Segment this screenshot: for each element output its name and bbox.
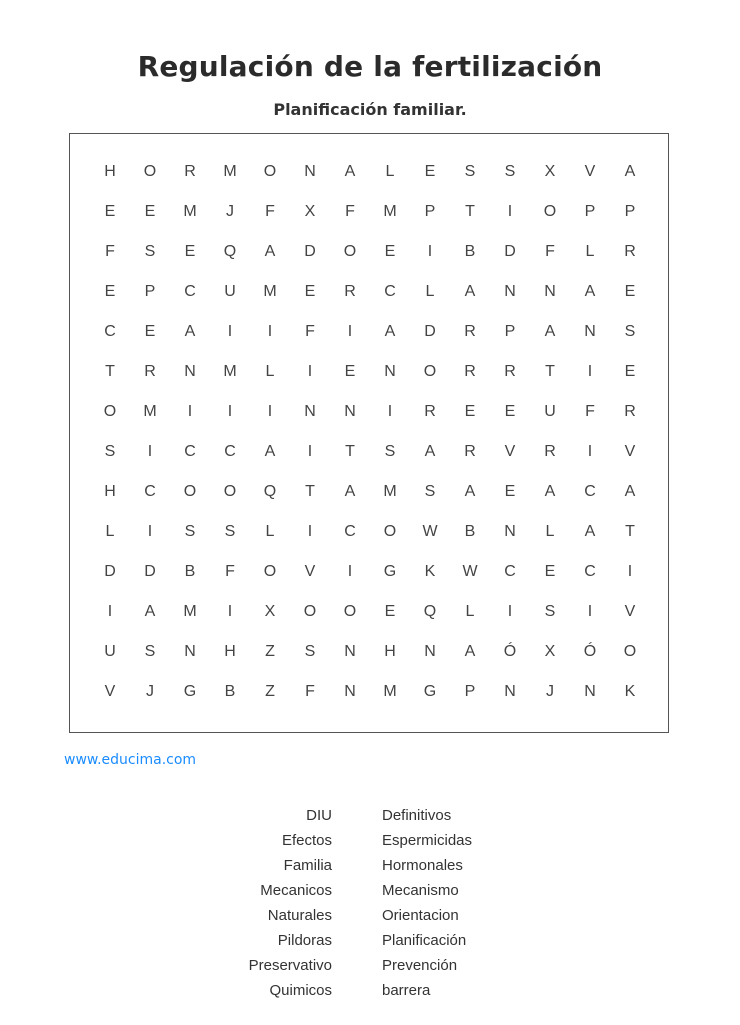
grid-cell[interactable]: R <box>464 363 476 380</box>
grid-cell[interactable]: J <box>226 203 234 220</box>
grid-cell[interactable]: H <box>104 163 116 180</box>
grid-cell[interactable]: Z <box>265 683 275 700</box>
grid-cell[interactable]: M <box>183 603 197 620</box>
grid-cell[interactable]: N <box>384 363 396 380</box>
page-title: Regulación de la fertilización <box>137 50 603 83</box>
grid-cell[interactable]: C <box>184 283 196 300</box>
grid-cell[interactable]: M <box>263 283 277 300</box>
grid-cell[interactable]: U <box>104 643 116 660</box>
grid-cell[interactable]: T <box>345 443 355 460</box>
grid-cell[interactable]: I <box>227 603 233 620</box>
grid-cell[interactable]: E <box>184 243 196 260</box>
grid-cell[interactable]: O <box>423 363 437 380</box>
grid-cell[interactable]: I <box>507 203 513 220</box>
grid-cell[interactable]: H <box>384 643 396 660</box>
grid-cell[interactable]: N <box>584 683 596 700</box>
grid-cell[interactable]: P <box>464 683 476 700</box>
grid-cell[interactable]: N <box>344 683 356 700</box>
grid-cell[interactable]: I <box>587 603 593 620</box>
grid-cell[interactable]: E <box>104 203 116 220</box>
grid-cell[interactable]: D <box>304 243 316 260</box>
grid-cell[interactable]: S <box>464 163 476 180</box>
word-list-item: Naturales <box>267 907 332 924</box>
word-list-left-column <box>249 806 332 1006</box>
grid-cell[interactable]: E <box>344 363 356 380</box>
grid-cell[interactable]: J <box>546 683 554 700</box>
grid-cell[interactable]: R <box>464 323 476 340</box>
grid-cell[interactable]: A <box>464 483 476 500</box>
grid-cell[interactable]: Z <box>265 643 275 660</box>
grid-cell[interactable]: N <box>304 163 316 180</box>
grid-cell[interactable]: M <box>223 163 237 180</box>
grid-cell[interactable]: A <box>584 523 596 540</box>
grid-cell[interactable]: Q <box>423 603 437 620</box>
grid-cell[interactable]: X <box>544 643 556 660</box>
grid-cell[interactable]: N <box>504 523 516 540</box>
grid-cell[interactable]: Ó <box>503 643 517 660</box>
grid-cell[interactable]: R <box>344 283 356 300</box>
grid-cell[interactable]: A <box>464 643 476 660</box>
grid-cell[interactable]: X <box>304 203 316 220</box>
grid-cell[interactable]: I <box>587 443 593 460</box>
word-list-item: DIU <box>306 807 332 824</box>
grid-cell[interactable]: N <box>304 403 316 420</box>
grid-cell[interactable]: I <box>307 523 313 540</box>
grid-cell[interactable]: L <box>265 523 275 540</box>
grid-cell[interactable]: N <box>504 683 516 700</box>
grid-cell[interactable]: N <box>544 283 556 300</box>
grid-cell[interactable]: J <box>146 683 154 700</box>
grid-cell[interactable]: S <box>184 523 196 540</box>
grid-cell[interactable]: G <box>383 563 397 580</box>
grid-cell[interactable]: A <box>264 243 276 260</box>
grid-cell[interactable]: I <box>307 363 313 380</box>
grid-cell[interactable]: F <box>345 203 355 220</box>
word-list-right-column <box>382 806 472 1006</box>
word-search-grid-box <box>69 133 669 733</box>
grid-cell[interactable]: G <box>423 683 437 700</box>
grid-cell[interactable]: A <box>344 163 356 180</box>
grid-cell[interactable]: O <box>103 403 117 420</box>
grid-cell[interactable]: L <box>105 523 115 540</box>
grid-cell[interactable]: F <box>305 323 315 340</box>
grid-cell[interactable]: S <box>624 323 636 340</box>
grid-cell[interactable]: V <box>624 603 636 620</box>
grid-cell[interactable]: P <box>424 203 436 220</box>
grid-cell[interactable]: O <box>263 163 277 180</box>
grid-cell[interactable]: I <box>147 523 153 540</box>
grid-cell[interactable]: O <box>143 163 157 180</box>
grid-cell[interactable]: V <box>504 443 516 460</box>
grid-cell[interactable]: U <box>224 283 236 300</box>
grid-cell[interactable]: A <box>184 323 196 340</box>
grid-cell[interactable]: C <box>224 443 236 460</box>
grid-cell[interactable]: I <box>387 403 393 420</box>
grid-cell[interactable]: K <box>424 563 436 580</box>
grid-cell[interactable]: E <box>504 403 516 420</box>
grid-cell[interactable]: F <box>545 243 555 260</box>
word-search-grid <box>90 152 650 712</box>
grid-cell[interactable]: R <box>624 403 636 420</box>
word-list-item: Mecanismo <box>382 882 459 899</box>
grid-cell[interactable]: I <box>507 603 513 620</box>
grid-cell[interactable]: F <box>265 203 275 220</box>
grid-cell[interactable]: A <box>544 323 556 340</box>
grid-cell[interactable]: E <box>104 283 116 300</box>
grid-cell[interactable]: A <box>624 163 636 180</box>
grid-cell[interactable]: S <box>224 523 236 540</box>
grid-cell[interactable]: I <box>227 403 233 420</box>
grid-cell[interactable]: I <box>227 323 233 340</box>
word-list-item: Pildoras <box>277 932 332 949</box>
grid-cell[interactable]: L <box>265 363 275 380</box>
grid-cell[interactable]: B <box>224 683 236 700</box>
grid-cell[interactable]: M <box>183 203 197 220</box>
grid-cell[interactable]: F <box>585 403 595 420</box>
grid-cell[interactable]: E <box>144 203 156 220</box>
grid-cell[interactable]: A <box>384 323 396 340</box>
grid-cell[interactable]: I <box>627 563 633 580</box>
grid-cell[interactable]: S <box>424 483 436 500</box>
grid-cell[interactable]: C <box>184 443 196 460</box>
grid-cell[interactable]: R <box>184 163 196 180</box>
grid-cell[interactable]: R <box>624 243 636 260</box>
grid-cell[interactable]: D <box>144 563 156 580</box>
grid-cell[interactable]: E <box>304 283 316 300</box>
grid-cell[interactable]: E <box>624 363 636 380</box>
grid-cell[interactable]: T <box>305 483 315 500</box>
grid-cell[interactable]: E <box>544 563 556 580</box>
grid-cell[interactable]: A <box>584 283 596 300</box>
word-list-item: Espermicidas <box>382 832 473 849</box>
grid-cell[interactable]: E <box>504 483 516 500</box>
grid-cell[interactable]: T <box>465 203 475 220</box>
word-list-item: Quimicos <box>269 982 332 999</box>
grid-cell[interactable]: Q <box>223 243 237 260</box>
grid-cell[interactable]: D <box>424 323 436 340</box>
grid-cell[interactable]: S <box>504 163 516 180</box>
word-list-item: Definitivos <box>382 807 452 824</box>
grid-cell[interactable]: E <box>384 243 396 260</box>
grid-cell[interactable]: X <box>544 163 556 180</box>
word-list-item: Familia <box>283 857 332 874</box>
grid-cell[interactable]: R <box>464 443 476 460</box>
grid-cell[interactable]: C <box>504 563 516 580</box>
grid-cell[interactable]: C <box>584 563 596 580</box>
grid-cell[interactable]: Ó <box>583 643 597 660</box>
word-list-item: Mecanicos <box>260 882 332 899</box>
grid-cell[interactable]: R <box>544 443 556 460</box>
grid-cell[interactable]: I <box>187 403 193 420</box>
grid-cell[interactable]: N <box>584 323 596 340</box>
grid-cell[interactable]: V <box>304 563 316 580</box>
grid-cell[interactable]: P <box>144 283 156 300</box>
word-list-item: barrera <box>382 982 431 999</box>
grid-cell[interactable]: O <box>263 563 277 580</box>
grid-cell[interactable]: H <box>224 643 236 660</box>
grid-cell[interactable]: I <box>267 403 273 420</box>
grid-cell[interactable]: H <box>104 483 116 500</box>
grid-cell[interactable]: S <box>144 643 156 660</box>
grid-cell[interactable]: A <box>544 483 556 500</box>
grid-cell[interactable]: N <box>184 643 196 660</box>
grid-cell[interactable]: L <box>465 603 475 620</box>
grid-cell[interactable]: T <box>105 363 115 380</box>
grid-cell[interactable]: N <box>504 283 516 300</box>
grid-cell[interactable]: O <box>343 243 357 260</box>
grid-cell[interactable]: C <box>144 483 156 500</box>
grid-cell[interactable]: S <box>144 243 156 260</box>
grid-cell[interactable]: I <box>587 363 593 380</box>
grid-cell[interactable]: O <box>303 603 317 620</box>
grid-cell[interactable]: M <box>143 403 157 420</box>
grid-cell[interactable]: D <box>504 243 516 260</box>
word-list-item: Planificación <box>382 932 467 949</box>
grid-cell[interactable]: A <box>624 483 636 500</box>
grid-cell[interactable]: M <box>223 363 237 380</box>
grid-cell[interactable]: A <box>424 443 436 460</box>
grid-cell[interactable]: E <box>624 283 636 300</box>
grid-cell[interactable]: L <box>585 243 595 260</box>
grid-cell[interactable]: W <box>462 563 478 580</box>
grid-cell[interactable]: N <box>344 403 356 420</box>
word-list-item: Prevención <box>382 957 458 974</box>
grid-cell[interactable]: E <box>144 323 156 340</box>
grid-cell[interactable]: N <box>424 643 436 660</box>
word-list-item: Orientacion <box>382 907 459 924</box>
grid-cell[interactable]: S <box>104 443 116 460</box>
grid-cell[interactable]: E <box>464 403 476 420</box>
grid-cell[interactable]: F <box>225 563 235 580</box>
grid-cell[interactable]: A <box>144 603 156 620</box>
grid-cell[interactable]: I <box>107 603 113 620</box>
grid-cell[interactable]: L <box>545 523 555 540</box>
grid-cell[interactable]: V <box>624 443 636 460</box>
grid-cell[interactable]: I <box>347 563 353 580</box>
grid-cell[interactable]: I <box>427 243 433 260</box>
grid-cell[interactable]: C <box>384 283 396 300</box>
grid-cell[interactable]: U <box>544 403 556 420</box>
grid-cell[interactable]: R <box>504 363 516 380</box>
grid-cell[interactable]: O <box>223 483 237 500</box>
page-subtitle: Planificación familiar. <box>273 100 467 119</box>
grid-cell[interactable]: M <box>383 683 397 700</box>
grid-cell[interactable]: I <box>307 443 313 460</box>
grid-cell[interactable]: I <box>147 443 153 460</box>
grid-cell[interactable]: L <box>385 163 395 180</box>
grid-cell[interactable]: W <box>422 523 438 540</box>
grid-cell[interactable]: I <box>267 323 273 340</box>
grid-cell[interactable]: A <box>344 483 356 500</box>
grid-cell[interactable]: Q <box>263 483 277 500</box>
grid-cell[interactable]: I <box>347 323 353 340</box>
grid-cell[interactable]: S <box>384 443 396 460</box>
grid-cell[interactable]: T <box>545 363 555 380</box>
grid-cell[interactable]: R <box>424 403 436 420</box>
grid-cell[interactable]: B <box>464 523 476 540</box>
grid-cell[interactable]: N <box>344 643 356 660</box>
grid-cell[interactable]: C <box>344 523 356 540</box>
grid-cell[interactable]: O <box>543 203 557 220</box>
grid-cell[interactable]: C <box>104 323 116 340</box>
grid-cell[interactable]: V <box>104 683 116 700</box>
grid-cell[interactable]: M <box>383 203 397 220</box>
grid-cell[interactable]: C <box>584 483 596 500</box>
grid-cell[interactable]: B <box>464 243 476 260</box>
word-list-item: Efectos <box>281 832 332 849</box>
grid-cell[interactable]: P <box>504 323 516 340</box>
grid-cell[interactable]: B <box>184 563 196 580</box>
grid-cell[interactable]: F <box>305 683 315 700</box>
grid-cell[interactable]: S <box>544 603 556 620</box>
grid-cell[interactable]: G <box>183 683 197 700</box>
grid-cell[interactable]: P <box>584 203 596 220</box>
grid-cell[interactable]: D <box>104 563 116 580</box>
grid-cell[interactable]: T <box>625 523 635 540</box>
grid-cell[interactable]: O <box>343 603 357 620</box>
website-link[interactable]: www.educima.com <box>64 752 197 768</box>
grid-cell[interactable]: N <box>184 363 196 380</box>
grid-cell[interactable]: L <box>425 283 435 300</box>
grid-cell[interactable]: O <box>183 483 197 500</box>
word-list-item: Hormonales <box>382 857 463 874</box>
grid-cell[interactable]: X <box>264 603 276 620</box>
grid-cell[interactable]: E <box>424 163 436 180</box>
grid-cell[interactable]: S <box>304 643 316 660</box>
grid-cell[interactable]: P <box>624 203 636 220</box>
grid-cell[interactable]: O <box>623 643 637 660</box>
grid-cell[interactable]: M <box>383 483 397 500</box>
grid-cell[interactable]: A <box>464 283 476 300</box>
grid-cell[interactable]: O <box>383 523 397 540</box>
grid-cell[interactable]: R <box>144 363 156 380</box>
word-list-item: Preservativo <box>248 957 332 974</box>
grid-cell[interactable]: E <box>384 603 396 620</box>
grid-cell[interactable]: V <box>584 163 596 180</box>
grid-cell[interactable]: F <box>105 243 115 260</box>
grid-cell[interactable]: A <box>264 443 276 460</box>
grid-cell[interactable]: K <box>624 683 636 700</box>
